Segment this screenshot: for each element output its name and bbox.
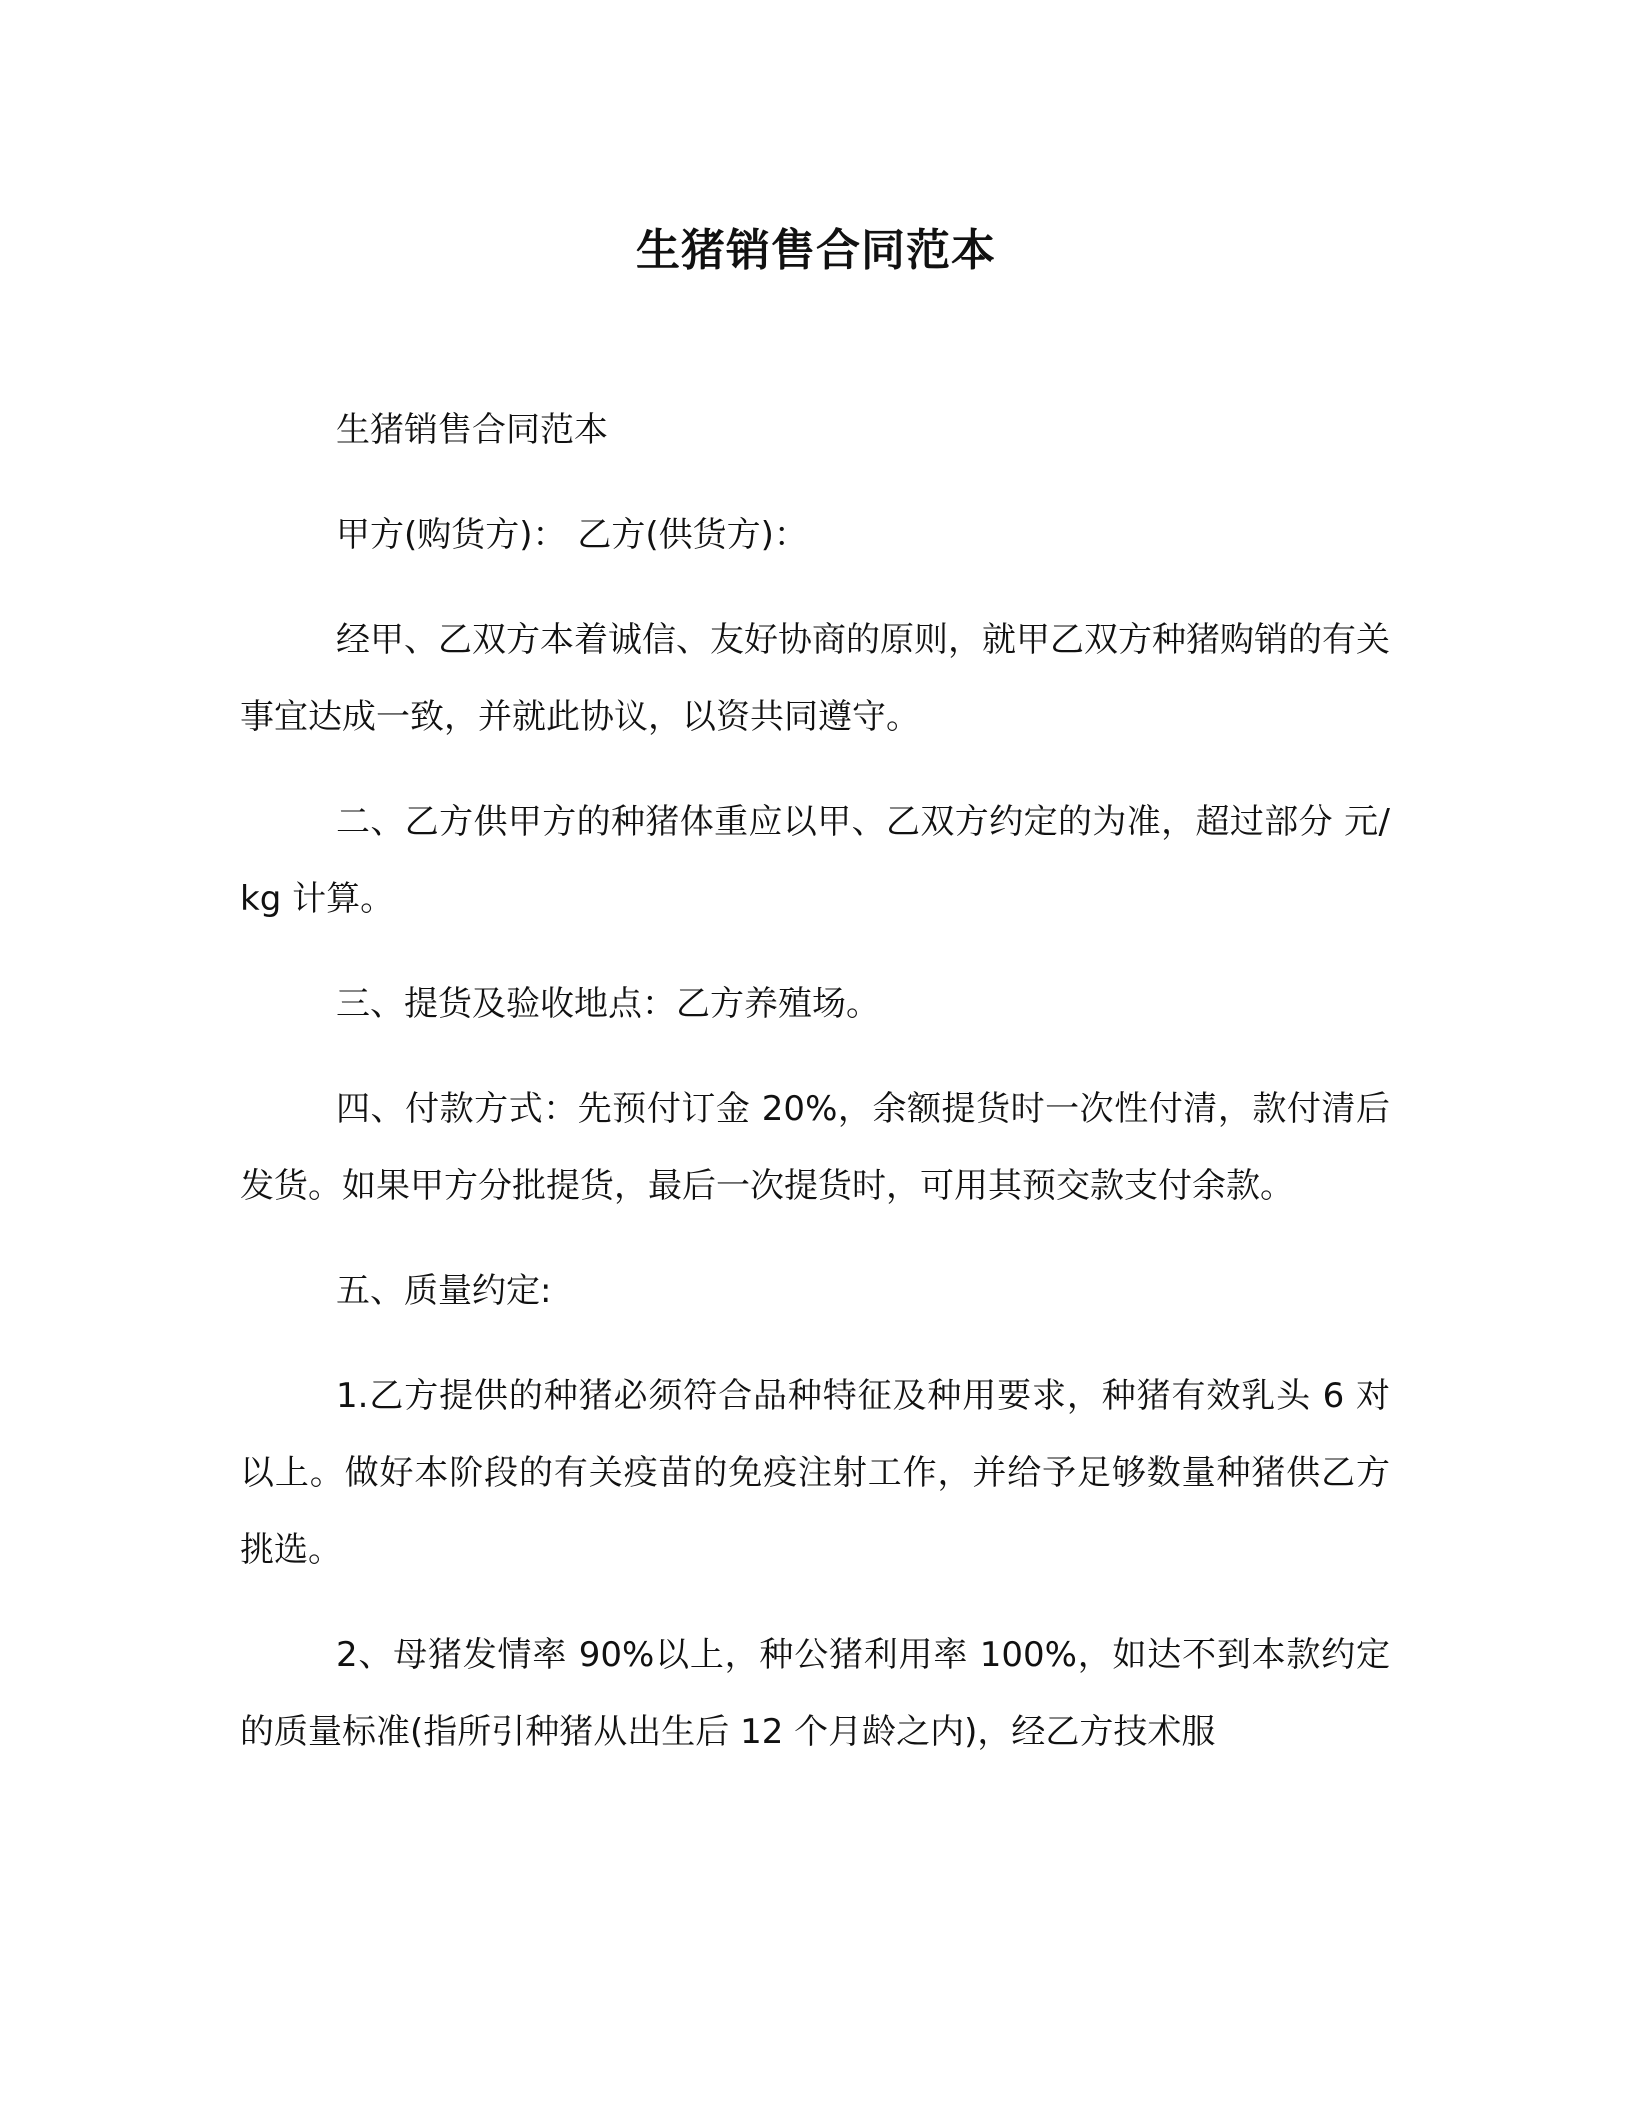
paragraph-subtitle: 生猪销售合同范本 xyxy=(336,410,608,450)
paragraph-quality-item-1: 1.乙方提供的种猪必须符合品种特征及种用要求，种猪有效乳头 6 对以上。做好本阶段的有关疫苗的免疫注射工作，并给予足够数量种猪供乙方挑选。 xyxy=(240,1376,1390,1570)
document-title: 生猪销售合同范本 xyxy=(636,225,996,276)
paragraph-clause-3-delivery: 三、提货及验收地点：乙方养殖场。 xyxy=(336,984,880,1024)
paragraph-parties: 甲方(购货方)： 乙方(供货方)： xyxy=(336,515,808,555)
paragraph-clause-2-weight: 二、乙方供甲方的种猪体重应以甲、乙双方约定的为准，超过部分 元/kg 计算。 xyxy=(240,802,1390,919)
paragraph-clause-5-quality: 五、质量约定: xyxy=(336,1271,552,1311)
paragraph-preamble: 经甲、乙双方本着诚信、友好协商的原则，就甲乙双方种猪购销的有关事宜达成一致，并就此协议，以资共同遵守。 xyxy=(240,620,1390,737)
document-body xyxy=(240,392,1390,1799)
paragraph-quality-item-2: 2、母猪发情率 90%以上，种公猪利用率 100%，如达不到本款约定的质量标准(指所引种猪从出生后 12 个月龄之内)，经乙方技术服 xyxy=(240,1635,1390,1752)
paragraph-clause-4-payment: 四、付款方式：先预付订金 20%，余额提货时一次性付清，款付清后发货。如果甲方分批提货，最后一次提货时，可用其预交款支付余款。 xyxy=(240,1089,1390,1206)
